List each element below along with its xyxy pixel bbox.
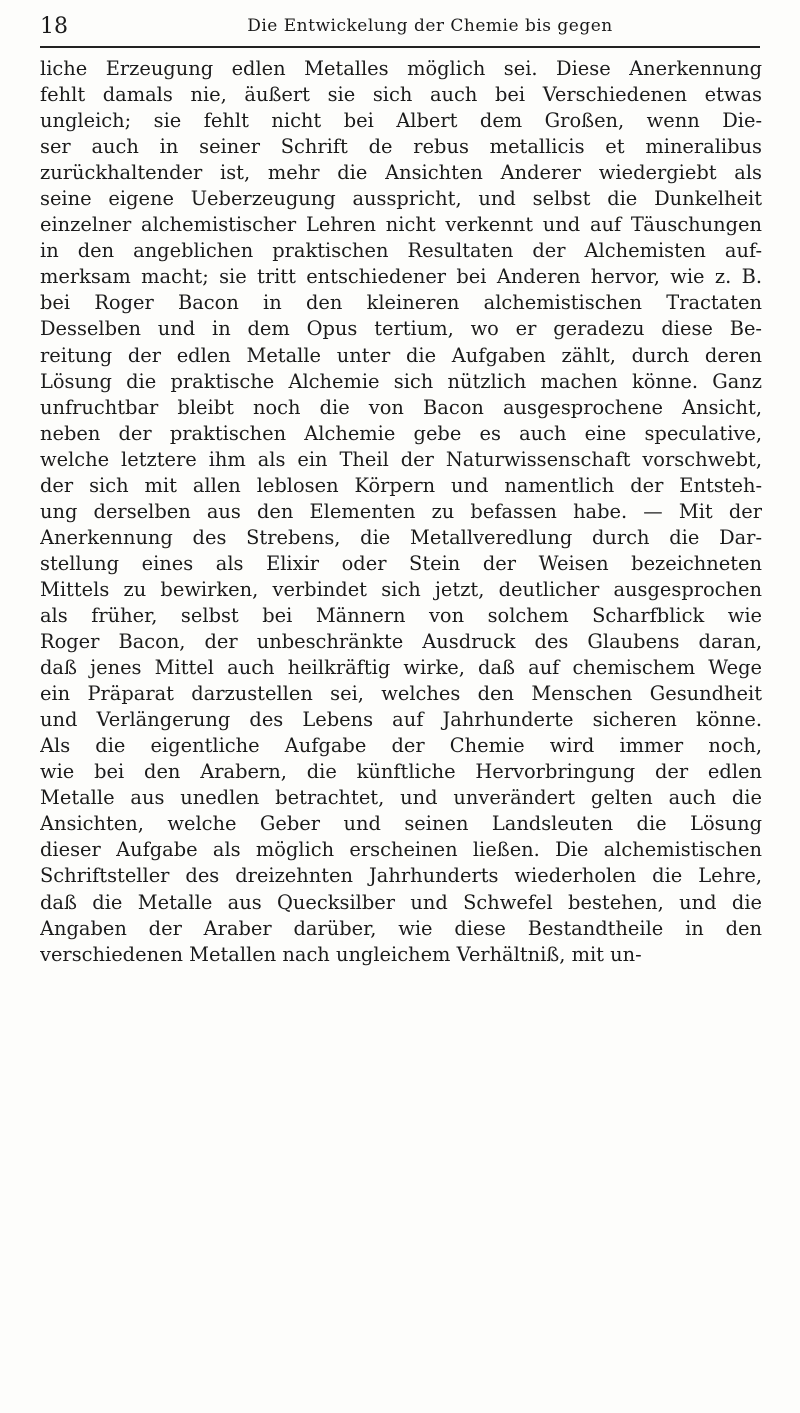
- text-line: einzelner alchemistischer Lehren nicht verkennt und auf Täuschungen: [40, 213, 762, 237]
- text-line: unfruchtbar bleibt noch die von Bacon ausgesprochene Ansicht,: [40, 395, 762, 419]
- text-line: Desselben und in dem Opus tertium, wo er geradezu diese Be-: [40, 317, 762, 341]
- text-line: Metalle aus unedlen betrachtet, und unverändert gelten auch die: [40, 786, 762, 810]
- page-number: 18: [40, 14, 68, 39]
- text-line: Anerkennung des Strebens, die Metallveredlung durch die Dar-: [40, 525, 762, 549]
- text-line: Angaben der Araber darüber, wie diese Bestandtheile in den: [40, 916, 762, 940]
- text-line: und Verlängerung des Lebens auf Jahrhunderte sicheren könne.: [40, 708, 762, 732]
- text-line: bei Roger Bacon in den kleineren alchemistischen Tractaten: [40, 291, 762, 315]
- text-line: daß die Metalle aus Quecksilber und Schwefel bestehen, und die: [40, 890, 762, 914]
- text-line: dieser Aufgabe als möglich erscheinen ließen. Die alchemistischen: [40, 838, 762, 862]
- text-line: Mittels zu bewirken, verbindet sich jetzt, deutlicher ausgesprochen: [40, 577, 762, 601]
- text-line: Roger Bacon, der unbeschränkte Ausdruck des Glaubens daran,: [40, 630, 762, 654]
- text-line: liche Erzeugung edlen Metalles möglich sei. Diese Anerkennung: [40, 57, 762, 80]
- text-line: als früher, selbst bei Männern von solchem Scharfblick wie: [40, 603, 762, 627]
- text-line: Als die eigentliche Aufgabe der Chemie wird immer noch,: [40, 734, 762, 758]
- text-line: zurückhaltender ist, mehr die Ansichten Anderer wiedergiebt als: [40, 161, 762, 185]
- text-line: ser auch in seiner Schrift de rebus metallicis et mineralibus: [40, 135, 762, 159]
- text-line: verschiedenen Metallen nach ungleichem Verhältniß, mit un-: [40, 942, 642, 966]
- text-line: wie bei den Arabern, die künftliche Hervorbringung der edlen: [40, 760, 762, 784]
- text-line: reitung der edlen Metalle unter die Aufgaben zählt, durch deren: [40, 343, 762, 367]
- text-line: neben der praktischen Alchemie gebe es auch eine speculative,: [40, 421, 762, 445]
- text-line: stellung eines als Elixir oder Stein der Weisen bezeichneten: [40, 551, 762, 575]
- text-line: der sich mit allen leblosen Körpern und namentlich der Entsteh-: [40, 473, 762, 497]
- text-line: welche letztere ihm als ein Theil der Naturwissenschaft vorschwebt,: [40, 447, 762, 471]
- running-header: [40, 10, 760, 48]
- text-line: seine eigene Ueberzeugung ausspricht, und selbst die Dunkelheit: [40, 187, 762, 211]
- text-line: ein Präparat darzustellen sei, welches den Menschen Gesundheit: [40, 682, 762, 706]
- text-line: Schriftsteller des dreizehnten Jahrhunderts wiederholen die Lehre,: [40, 864, 762, 888]
- text-line: merksam macht; sie tritt entschiedener bei Anderen hervor, wie z. B.: [40, 265, 762, 289]
- text-line: in den angeblichen praktischen Resultaten der Alchemisten auf-: [40, 239, 762, 263]
- text-line: ung derselben aus den Elementen zu befassen habe. — Mit der: [40, 499, 762, 523]
- body-text: [40, 56, 762, 968]
- text-line: daß jenes Mittel auch heilkräftig wirke, daß auf chemischem Wege: [40, 656, 762, 680]
- text-line: Lösung die praktische Alchemie sich nützlich machen könne. Ganz: [40, 369, 762, 393]
- text-line: ungleich; sie fehlt nicht bei Albert dem Großen, wenn Die-: [40, 109, 762, 133]
- text-line: Ansichten, welche Geber und seinen Landsleuten die Lösung: [40, 812, 762, 836]
- running-title: Die Entwickelung der Chemie bis gegen: [247, 16, 613, 36]
- text-line: fehlt damals nie, äußert sie sich auch bei Verschiedenen etwas: [40, 83, 762, 107]
